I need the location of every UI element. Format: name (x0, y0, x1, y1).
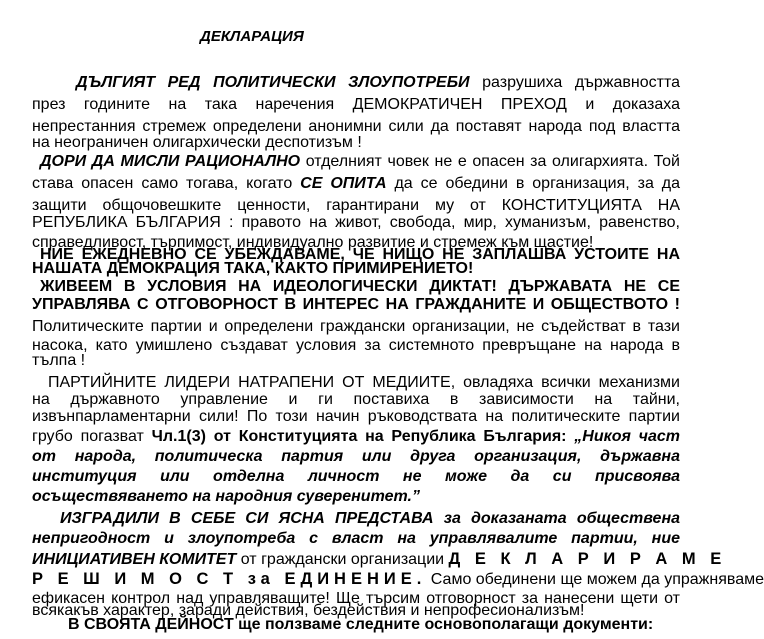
paragraph-1-line-1 (32, 72, 680, 94)
paragraph-4-line-3: Политическите партии и определени граждански организации, не съдействат в тази (32, 318, 680, 335)
paragraph-2-line-3: защити общочовешките ценности, гарантирани му от КОНСТИТУЦИЯТА НА (32, 197, 680, 214)
paragraph-6-line-1: ИЗГРАДИЛИ В СЕБЕ СИ ЯСНА ПРЕДСТАВА за доказаната обществена (60, 510, 680, 527)
paragraph-5-line-6: институция или отделна личност не може да си присвоява (32, 468, 680, 485)
paragraph-3-line-2: НАШАТА ДЕМОКРАЦИЯ ТАКА, КАКТО ПРИМИРЕНИЕТО! (32, 260, 474, 277)
emphasis-text: ДОРИ ДА МИСЛИ РАЦИОНАЛНО (40, 153, 301, 170)
emphasis-text: ДЪЛГИЯТ РЕД ПОЛИТИЧЕСКИ ЗЛОУПОТРЕБИ (76, 74, 470, 91)
declare-word: Д Е К Л А Р И Р А М Е (448, 550, 727, 568)
paragraph-7-line-1: В СВОЯТА ДЕЙНОСТ ще ползваме следните основополагащи документи: (68, 616, 654, 633)
body-text: от граждански организации (236, 551, 449, 568)
body-text: става опасен само тогава, когато (32, 175, 301, 192)
body-text: да се обедини в организация, за да (386, 175, 681, 192)
emphasis-text: СЕ ОПИТА (300, 175, 387, 192)
committee-name: ИНИЦИАТИВЕН КОМИТЕТ (32, 551, 237, 568)
paragraph-5-line-1: ПАРТИЙНИТЕ ЛИДЕРИ НАТРАПЕНИ ОТ МЕДИИТЕ, овладяха всички механизми (48, 374, 680, 391)
paragraph-1-line-4: на неограничен олигархически деспотизъм ! (32, 134, 362, 151)
paragraph-6-line-5: ефикасен контрол над управляващите! Ще търсим отговорност за нанесени щети от (32, 590, 680, 607)
paragraph-5-line-7: осъществяването на народния суверенитет.” (32, 488, 420, 505)
paragraph-2-line-1 (32, 151, 680, 173)
paragraph-2-line-5: справедливост, търпимост, индивидуално развитие и стремеж към щастие! (32, 234, 594, 251)
paragraph-5-line-5: от народа, политическа партия или друга организация, държавна (32, 448, 680, 465)
paragraph-2-line-2 (32, 173, 680, 195)
document-title: ДЕКЛАРАЦИЯ (200, 28, 304, 45)
paragraph-2-line-4: РЕПУБЛИКА БЪЛГАРИЯ : правото на живот, свобода, мир, хуманизъм, равенство, (32, 214, 680, 231)
body-text: Само обединени ще можем да упражняваме (426, 571, 764, 588)
paragraph-1-line-3: непрестанния стремеж определени анонимни сили да поставят народа под властта (32, 118, 680, 135)
body-text: отделният човек не е опасен за олигархията. Той (300, 153, 680, 170)
paragraph-5-line-3: извънпарламентарни сили! По този начин ръководствата на политическите партии (32, 408, 680, 425)
resolve-unity: Р Е Ш И М О С Т за ЕДИНЕНИЕ. (32, 570, 427, 588)
paragraph-4-line-5: тълпа ! (32, 352, 86, 369)
paragraph-4-line-2: УПРАВЛЯВА С ОТГОВОРНОСТ В ИНТЕРЕС НА ГРАЖДАНИТЕ И ОБЩЕСТВОТО ! (32, 296, 680, 313)
paragraph-4-line-4: насока, като умишлено създават условия за системното превръщане на народа в (32, 337, 680, 354)
paragraph-3-line-1: НИЕ ЕЖЕДНЕВНО СЕ УБЕЖДАВАМЕ, ЧЕ НИЩО НЕ ЗАПЛАШВА УСТОИТЕ НА (40, 246, 680, 263)
quote-text: „Никоя част (566, 428, 681, 445)
paragraph-5-line-4 (32, 426, 680, 448)
paragraph-6-line-6: всякакъв характер, заради действия, бездействия и непрофесионализъм! (32, 602, 585, 619)
paragraph-6-line-2: непригодност и злоупотреба с власт на управлявалите партии, ние (32, 530, 680, 547)
paragraph-6-line-3 (32, 548, 727, 570)
body-text: грубо погазват (32, 428, 152, 445)
paragraph-1-line-2: през годините на така наречения ДЕМОКРАТИЧЕН ПРЕХОД и доказаха (32, 96, 680, 113)
paragraph-5-line-2: на държавното управление и ги поставиха в зависимости на тайни, (32, 391, 680, 408)
constitution-reference: Чл.1(3) от Конституцията на Република България: (151, 428, 567, 445)
body-text: разрушиха държавността (469, 74, 680, 91)
paragraph-6-line-4 (32, 568, 764, 590)
paragraph-4-line-1: ЖИВЕЕМ В УСЛОВИЯ НА ИДЕОЛОГИЧЕСКИ ДИКТАТ! ДЪРЖАВАТА НЕ СЕ (40, 278, 680, 295)
